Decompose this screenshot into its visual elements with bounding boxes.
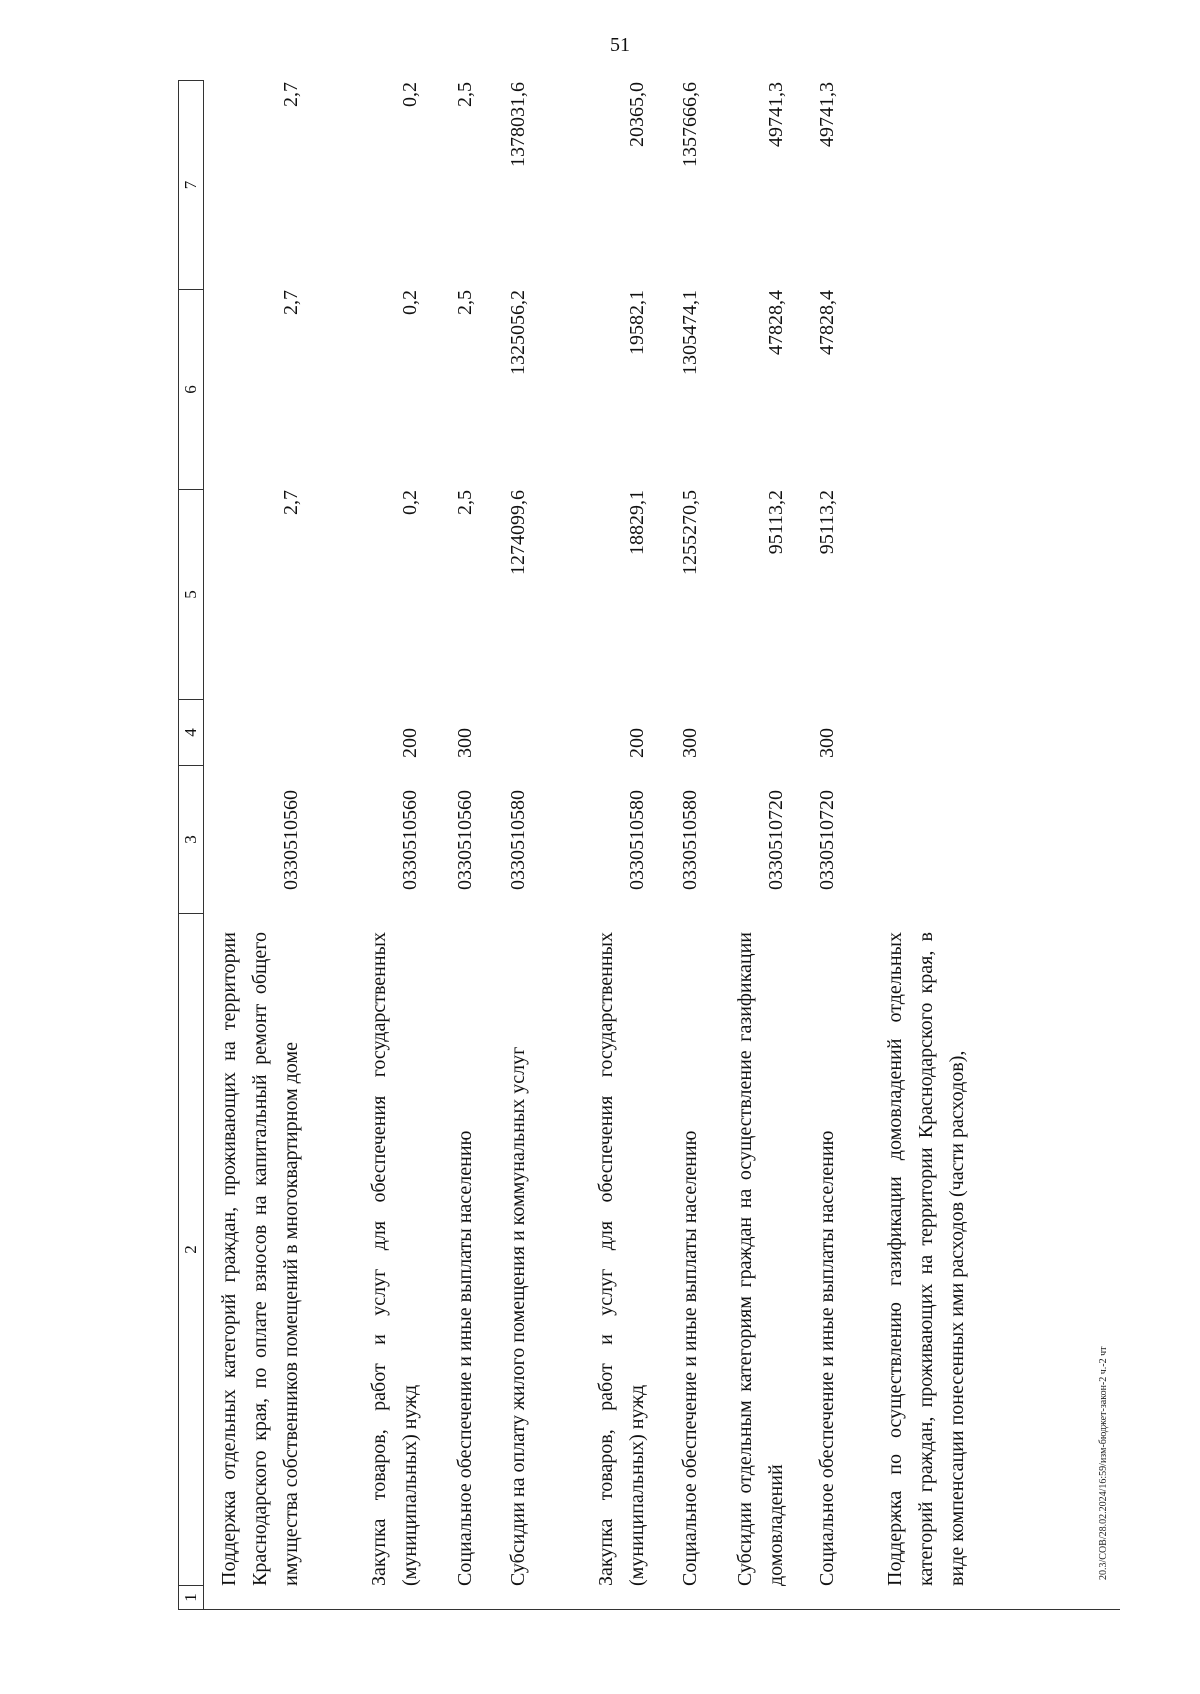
row-code: 0330510560 xyxy=(399,790,421,890)
table-row xyxy=(214,82,307,1610)
row-value-6: 19582,1 xyxy=(626,290,648,355)
row-kind: 300 xyxy=(679,728,701,758)
row-name: Субсидии отдельным категориям граждан на осуществление газификации домовладений xyxy=(734,932,787,1586)
table-row xyxy=(591,82,653,1610)
row-value-7: 1378031,6 xyxy=(507,82,529,167)
page-number: 51 xyxy=(610,34,630,56)
table-row xyxy=(675,82,706,1610)
table-row xyxy=(503,82,534,1610)
row-value-7: 0,2 xyxy=(399,82,421,107)
row-kind: 200 xyxy=(399,728,421,758)
row-value-5: 18829,1 xyxy=(626,490,648,555)
row-value-6: 47828,4 xyxy=(765,290,787,355)
left-border-line xyxy=(204,1609,1120,1610)
row-value-7: 2,5 xyxy=(454,82,476,107)
row-value-5: 0,2 xyxy=(399,490,421,515)
header-col-1: 1 xyxy=(179,1585,203,1609)
table-header xyxy=(178,80,204,1610)
row-code: 0330510580 xyxy=(626,790,648,890)
row-value-5: 1255270,5 xyxy=(679,490,701,575)
header-col-4: 4 xyxy=(179,699,203,765)
table-row xyxy=(812,82,843,1610)
table-row xyxy=(364,82,426,1610)
row-value-6: 47828,4 xyxy=(816,290,838,355)
row-value-5: 95113,2 xyxy=(765,490,787,555)
row-name: Субсидии на оплату жилого помещения и коммунальных услуг xyxy=(507,1046,529,1586)
table-row xyxy=(450,82,481,1610)
row-kind: 300 xyxy=(816,728,838,758)
row-value-5: 95113,2 xyxy=(816,490,838,555)
table-row xyxy=(730,82,792,1610)
row-value-6: 2,7 xyxy=(280,290,302,315)
budget-table xyxy=(178,82,1120,1610)
row-code: 0330510720 xyxy=(765,790,787,890)
row-name: Социальное обеспечение и иные выплаты населению xyxy=(454,1130,476,1586)
row-name: Закупка товаров, работ и услуг для обеспечения государственных (муниципальных) нужд xyxy=(368,932,421,1586)
row-value-6: 1325056,2 xyxy=(507,290,529,375)
header-col-6: 6 xyxy=(179,289,203,489)
row-name: Социальное обеспечение и иные выплаты населению xyxy=(816,1130,838,1586)
row-code: 0330510560 xyxy=(280,790,302,890)
row-code: 0330510560 xyxy=(454,790,476,890)
row-code: 0330510720 xyxy=(816,790,838,890)
row-value-7: 2,7 xyxy=(280,82,302,107)
header-col-2: 2 xyxy=(179,913,203,1585)
row-name: Закупка товаров, работ и услуг для обеспечения государственных (муниципальных) нужд xyxy=(595,932,648,1586)
row-value-6: 2,5 xyxy=(454,290,476,315)
row-name: Социальное обеспечение и иные выплаты населению xyxy=(679,1130,701,1586)
row-value-5: 2,5 xyxy=(454,490,476,515)
row-name: Поддержка по осуществлению газификации домовладений отдельных категорий граждан, проживающих на территории Краснодарского края, в виде компенсации понесенных ими расходов (части расходов), xyxy=(884,932,968,1586)
row-kind: 300 xyxy=(454,728,476,758)
row-name: Поддержка отдельных категорий граждан, проживающих на территории Краснодарского края, по оплате взносов на капитальный ремонт общего имущества собственников помещений в многоквартирном доме xyxy=(218,932,302,1586)
row-value-7: 49741,3 xyxy=(765,82,787,147)
row-value-7: 1357666,6 xyxy=(679,82,701,167)
document-footer-stamp: 20.3/СОВ/28.02.2024/16:59/изм-бюджет-закон-2 ч.-2 чт xyxy=(1098,1346,1109,1580)
row-value-7: 49741,3 xyxy=(816,82,838,147)
table-row xyxy=(880,82,973,1610)
row-value-7: 20365,0 xyxy=(626,82,648,147)
row-code: 0330510580 xyxy=(679,790,701,890)
header-col-3: 3 xyxy=(179,765,203,913)
row-value-5: 2,7 xyxy=(280,490,302,515)
row-value-6: 1305474,1 xyxy=(679,290,701,375)
header-col-7: 7 xyxy=(181,180,200,190)
header-col-5: 5 xyxy=(179,489,203,699)
row-kind: 200 xyxy=(626,728,648,758)
row-code: 0330510580 xyxy=(507,790,529,890)
row-value-5: 1274099,6 xyxy=(507,490,529,575)
row-value-6: 0,2 xyxy=(399,290,421,315)
